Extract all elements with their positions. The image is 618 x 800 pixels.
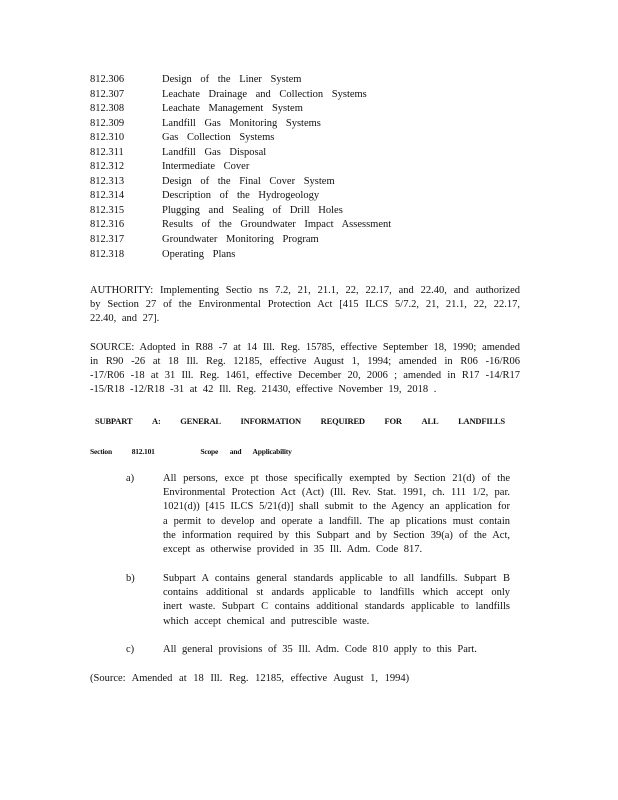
toc-row — [90, 189, 550, 204]
source-paragraph: SOURCE: Adopted in R88 -7 at 14 Ill. Reg. 15785, effective September 18, 1990; amended in R90 -26 at 18 Ill. Reg. 12185, effective August 1, 1994; amended in R06 -16/R06 -17/R06 -18 at 31 Ill. Reg. 1461, effective December 20, 2006 ; amended in R17 -14/R17 -15/R18 -12/R18 -31 at 42 Ill. Reg. 21430, effective November 19, 2018 . — [90, 341, 520, 396]
toc-row — [90, 248, 550, 263]
subsection-text: All general provisions of 35 Ill. Adm. Code 810 apply to this Part. — [163, 644, 477, 655]
subpart-letter: A: — [152, 416, 161, 426]
toc-row — [90, 131, 550, 146]
toc-section-number: 812.316 — [90, 219, 125, 231]
subpart-title-word: REQUIRED — [320, 416, 365, 426]
subpart-title-word: INFORMATION — [240, 416, 301, 426]
toc-row — [90, 218, 550, 233]
section-title: Scope and Applicability — [200, 447, 292, 456]
toc-section-title: Leachate Drainage and Collection Systems — [162, 88, 367, 100]
subsection-label: c) — [126, 644, 135, 655]
toc-row — [90, 146, 550, 161]
subsection-label: b) — [126, 573, 135, 584]
toc-section-number: 812.313 — [90, 175, 125, 187]
toc-row — [90, 73, 550, 88]
toc-row — [90, 117, 550, 132]
toc-section-title: Intermediate Cover — [162, 161, 250, 173]
toc-section-number: 812.317 — [90, 234, 125, 246]
toc-section-title: Design of the Final Cover System — [162, 175, 335, 187]
subpart-title-word: LANDFILLS — [458, 416, 505, 426]
toc-section-number: 812.310 — [90, 132, 125, 144]
toc-section-number: 812.312 — [90, 161, 125, 173]
toc-section-number: 812.307 — [90, 88, 125, 100]
toc-section-number: 812.306 — [90, 74, 125, 85]
subsection-label: a) — [126, 473, 135, 484]
section-label: Section — [90, 447, 112, 456]
toc-section-title: Landfill Gas Monitoring Systems — [162, 117, 321, 129]
subpart-label: SUBPART — [95, 416, 133, 426]
toc-section-title: Description of the Hydrogeology — [162, 190, 320, 202]
toc-row — [90, 175, 550, 190]
subpart-title-word: FOR — [384, 416, 402, 426]
toc-section-title: Design of the Liner System — [162, 74, 302, 85]
toc-row — [90, 204, 550, 219]
subsection-text: Subpart A contains general standards applicable to all landfills. Subpart B contains additional st andards applicable to landfills which accept only inert waste. Subpart C contains additional standards applicable to landfills which accept chemical and putrescible waste. — [163, 573, 510, 627]
table-of-contents — [90, 73, 550, 262]
subpart-heading — [95, 416, 505, 426]
subpart-title-word: ALL — [421, 416, 439, 426]
toc-section-title: Results of the Groundwater Impact Assessment — [162, 219, 392, 231]
authority-paragraph: AUTHORITY: Implementing Sectio ns 7.2, 21, 21.1, 22, 22.17, and 22.40, and authorized by Section 27 of the Environmental Protection Act [415 ILCS 5/7.2, 21, 21.1, 22, 22.17, 22.40, and 27]. — [90, 284, 520, 324]
subpart-title-word: GENERAL — [180, 416, 221, 426]
toc-section-number: 812.315 — [90, 204, 125, 216]
toc-row — [90, 160, 550, 175]
toc-section-number: 812.309 — [90, 117, 125, 129]
toc-section-number: 812.311 — [90, 146, 124, 158]
toc-section-title: Plugging and Sealing of Drill Holes — [162, 204, 343, 216]
toc-section-title: Gas Collection Systems — [162, 132, 275, 144]
subsection-text: All persons, exce pt those specifically exempted by Section 21(d) of the Environmental Protection Act (Act) (Ill. Rev. Stat. 1991, ch. 111 1/2, par. 1021(d)) [415 ILCS 5/21(d)] shall submit to the Agency an application for a permit to develop and operate a landfill. The ap plications must contain the information required by this Subpart and by Section 39(a) of the Act, except as otherwise provided in 35 Ill. Adm. Code 817. — [163, 473, 510, 556]
toc-section-number: 812.314 — [90, 190, 125, 202]
toc-section-number: 812.318 — [90, 248, 125, 260]
section-number: 812.101 — [131, 447, 155, 456]
toc-section-title: Groundwater Monitoring Program — [162, 234, 319, 246]
toc-section-title: Leachate Management System — [162, 103, 303, 115]
toc-section-number: 812.308 — [90, 103, 125, 115]
source-note: (Source: Amended at 18 Ill. Reg. 12185, effective August 1, 1994) — [90, 673, 410, 684]
toc-section-title: Operating Plans — [162, 248, 236, 260]
toc-section-title: Landfill Gas Disposal — [162, 146, 267, 158]
toc-row — [90, 233, 550, 248]
section-heading — [90, 447, 292, 456]
toc-row — [90, 88, 550, 103]
toc-row — [90, 102, 550, 117]
